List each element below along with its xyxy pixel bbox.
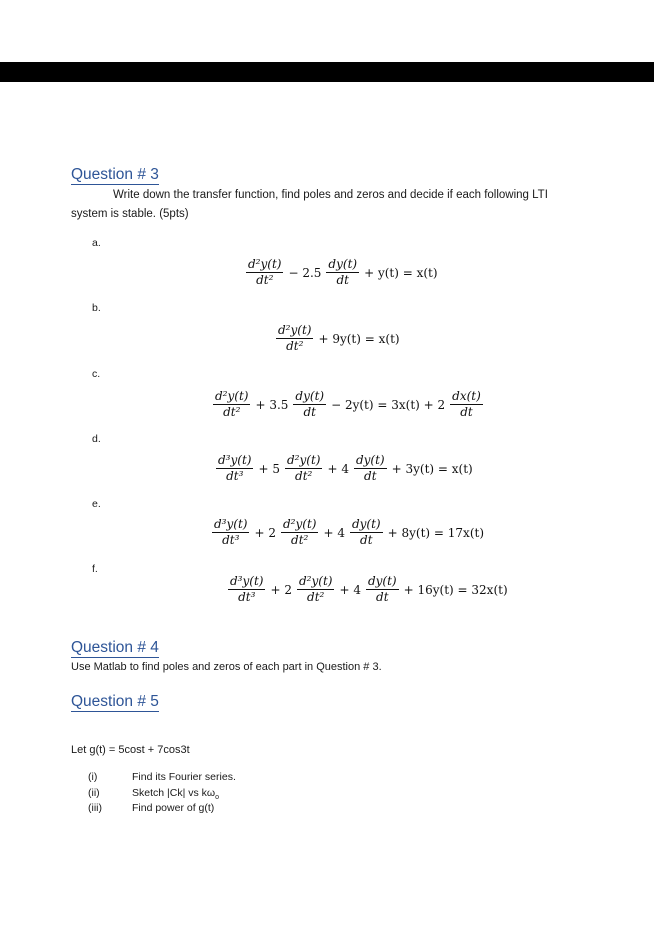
question-3-heading: Question # 3 [71, 166, 159, 183]
eq-c-term2: $\frac{dy(t)}{dt}$ [295, 389, 325, 419]
question-5-heading: Question # 5 [71, 693, 159, 710]
part-b-label: b. [92, 302, 101, 314]
question-4-text: Use Matlab to find poles and zeros of each part in Question # 3. [71, 661, 382, 673]
part-f-label: f. [92, 563, 98, 575]
question-4-heading: Question # 4 [71, 639, 159, 656]
eq-a-term2: $\frac{dy(t)}{dt}$ [328, 257, 358, 287]
equation-f: $\frac{\text{d³y(t)}}{\text{dt³}}$ + 2 $\frac{\text{d²y(t)}}{\text{dt²}}$ + 4 $\frac{dy(t)}{dt}$ + 16y(t) = 32x(t) [230, 574, 508, 604]
eq-e-term1: $\frac{\text{d³y(t)}}{\text{dt³}}$ [214, 517, 248, 547]
eq-b-term1: $\frac{\text{d²y(t)}}{\text{dt²}}$ [278, 323, 312, 353]
eq-d-term2: $\frac{\text{d²y(t)}}{\text{dt²}}$ [286, 453, 321, 483]
part-d-label: d. [92, 433, 101, 445]
question-3-intro-line1: Write down the transfer function, find poles and zeros and decide if each following LTI [113, 189, 548, 201]
equation-d: $\frac{\text{d³y(t)}}{\text{dt³}}$ + 5 $\frac{\text{d²y(t)}}{\text{dt²}}$ + 4 $\frac{dy(t)}{dt}$ + 3y(t) = x(t) [218, 453, 473, 483]
question-5-let-line: Let g(t) = 5cost + 7cos3t [71, 744, 190, 756]
equation-e: $\frac{\text{d³y(t)}}{\text{dt³}}$ + 2 $\frac{\text{d²y(t)}}{\text{dt²}}$ + 4 $\frac{dy(t)}{dt}$ + 8y(t) = 17x(t) [214, 517, 484, 547]
eq-a-term1: $\frac{\text{d²y(t)}}{\text{dt²}}$ [248, 257, 282, 287]
question-3-intro-line2: system is stable. (5pts) [71, 208, 189, 220]
list-item: (i) Find its Fourier series. [88, 771, 236, 783]
part-a-label: a. [92, 237, 101, 249]
list-item: (ii) Sketch |Ck| vs $k\omega_o$ [88, 786, 219, 801]
equation-a: $\frac{\text{d²y(t)}}{\text{dt²}}$ − 2.5 $\frac{dy(t)}{dt}$ + y(t) = x(t) [248, 257, 438, 287]
eq-f-term2: $\frac{\text{d²y(t)}}{\text{dt²}}$ [298, 574, 333, 604]
question-5-list [88, 770, 236, 817]
equation-c: $\frac{\text{d²y(t)}}{\text{dt²}}$ + 3.5 $\frac{dy(t)}{dt}$ − 2y(t) = 3x(t) + 2 $\frac{dx(t)}{dt}$ [215, 389, 481, 419]
list-item: (iii) Find power of g(t) [88, 802, 215, 814]
eq-e-term3: $\frac{dy(t)}{dt}$ [351, 517, 381, 547]
eq-d-term1: $\frac{\text{d³y(t)}}{\text{dt³}}$ [218, 453, 252, 483]
eq-f-term1: $\frac{\text{d³y(t)}}{\text{dt³}}$ [230, 574, 264, 604]
eq-d-term3: $\frac{dy(t)}{dt}$ [355, 453, 385, 483]
eq-c-term1: $\frac{\text{d²y(t)}}{\text{dt²}}$ [215, 389, 249, 419]
part-e-label: e. [92, 498, 101, 510]
eq-e-term2: $\frac{\text{d²y(t)}}{\text{dt²}}$ [282, 517, 317, 547]
eq-f-term3: $\frac{dy(t)}{dt}$ [367, 574, 397, 604]
equation-b: $\frac{\text{d²y(t)}}{\text{dt²}}$ + 9y(t) = x(t) [278, 323, 400, 353]
top-black-bar [0, 62, 654, 82]
eq-c-term3: $\frac{dx(t)}{dt}$ [452, 389, 481, 419]
part-c-label: c. [92, 368, 101, 380]
